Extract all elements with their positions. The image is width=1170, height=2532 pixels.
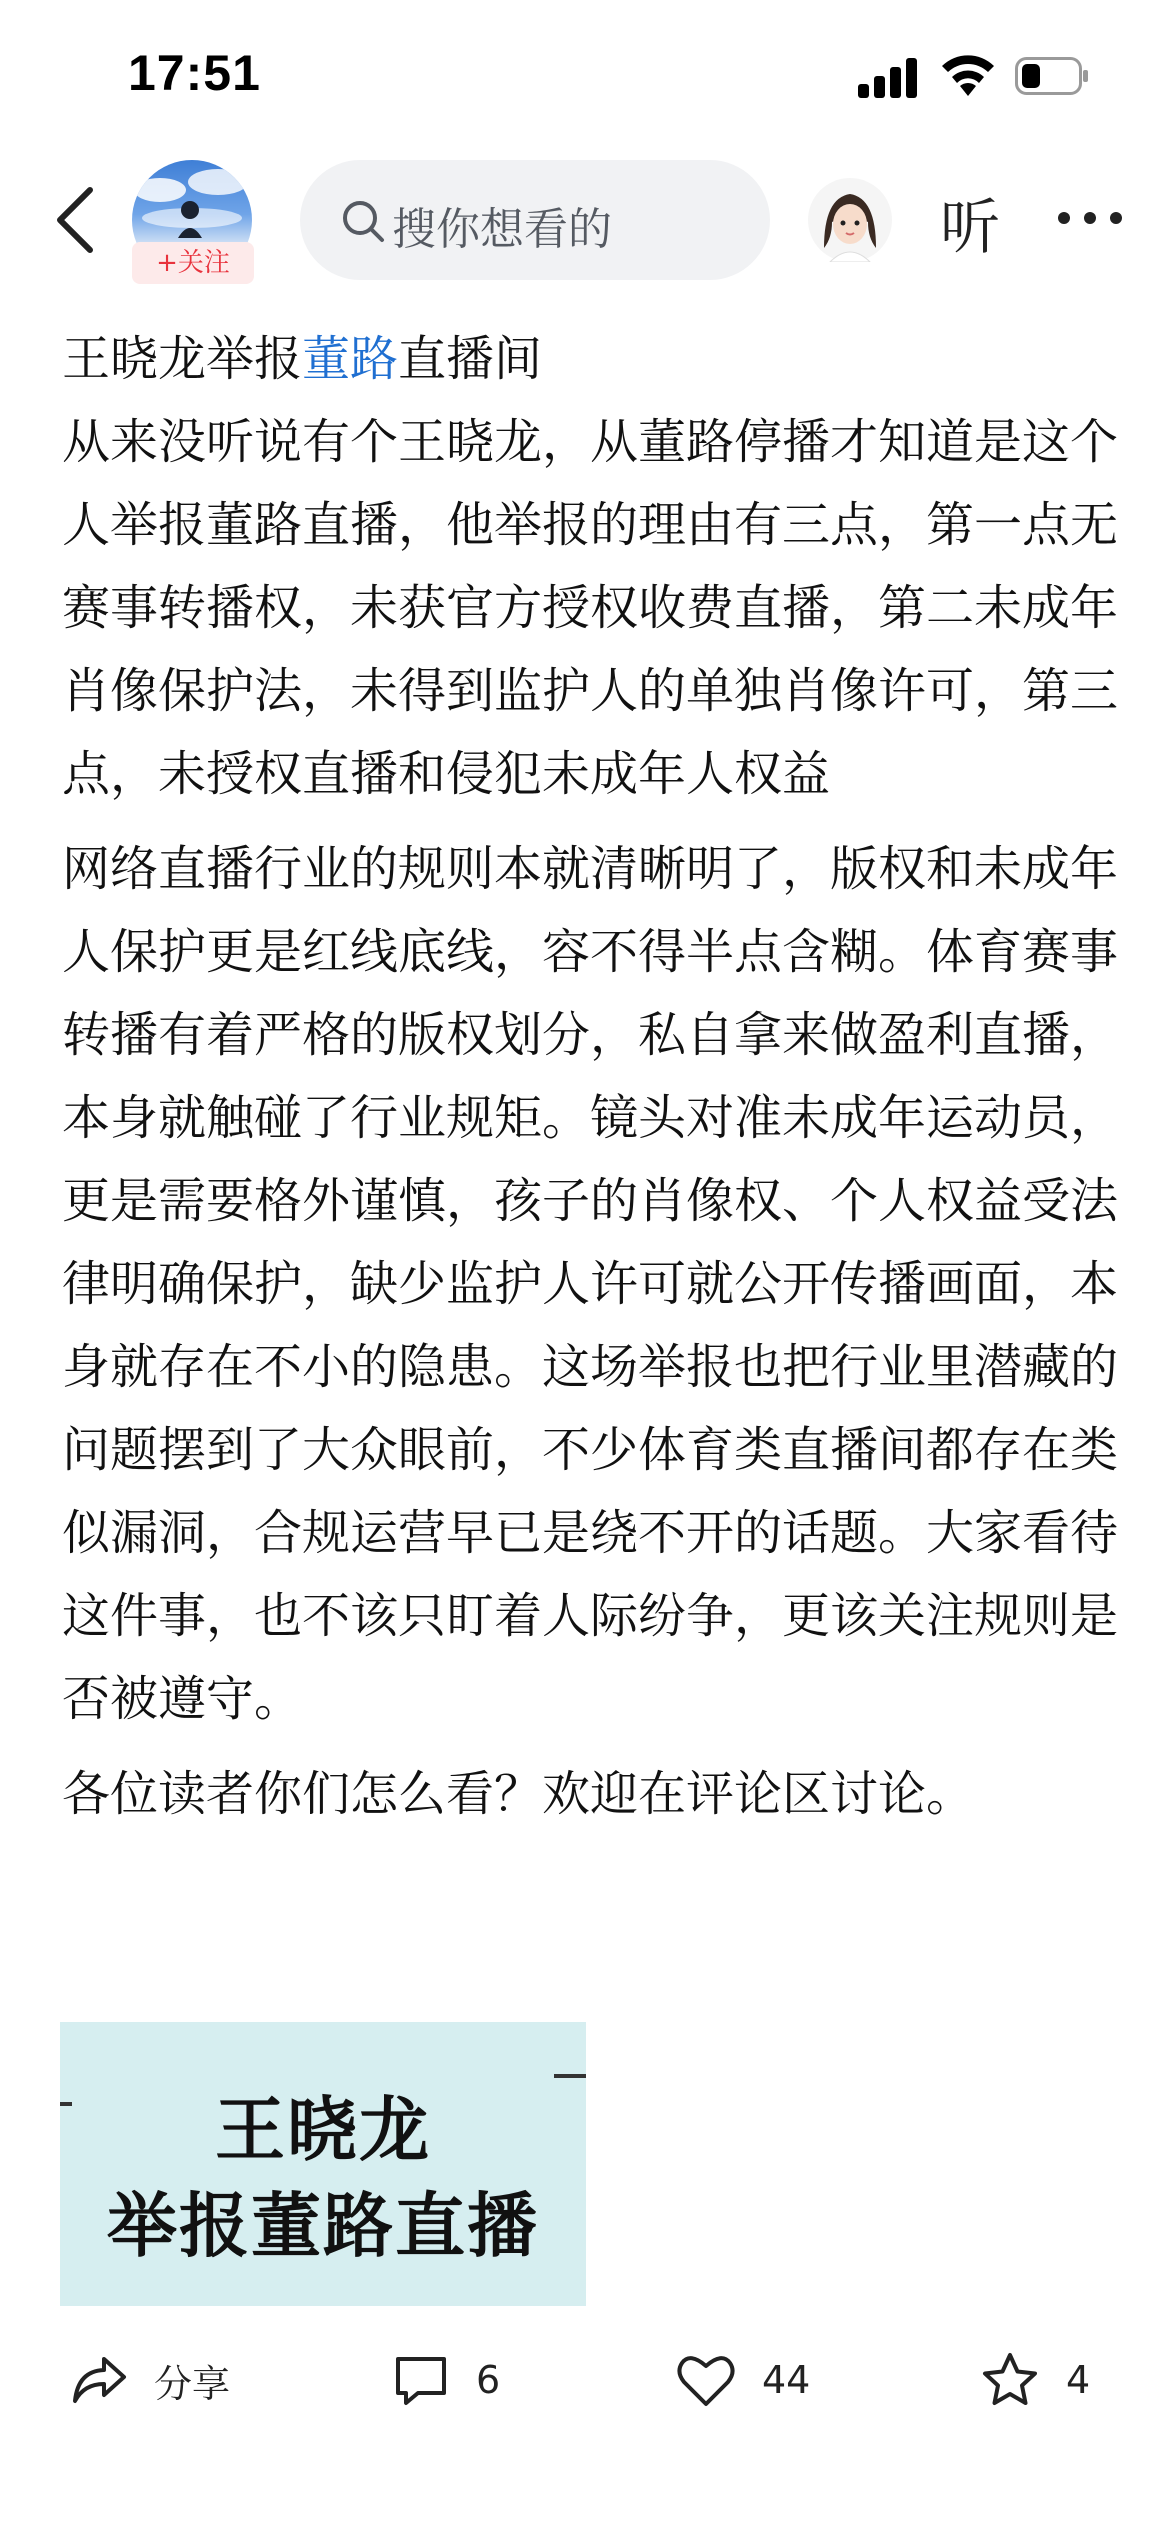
search-placeholder: 搜你想看的	[392, 204, 612, 255]
star-icon	[980, 2351, 1040, 2409]
post-image[interactable]	[60, 2022, 586, 2306]
like-button[interactable]	[676, 2348, 810, 2412]
share-label: 分享	[154, 2361, 231, 2406]
image-text-line2: 举报董路直播	[107, 2185, 539, 2267]
share-button[interactable]	[70, 2348, 230, 2412]
cellular-signal-icon	[858, 58, 918, 98]
heart-icon	[676, 2352, 736, 2408]
share-icon	[70, 2351, 128, 2409]
wifi-icon	[940, 52, 996, 96]
like-count: 44	[762, 2358, 811, 2402]
status-bar	[0, 0, 1170, 150]
follow-button[interactable]: +关注	[132, 242, 254, 284]
comment-button[interactable]	[392, 2348, 500, 2412]
post-action-bar	[0, 2330, 1170, 2430]
post-title	[62, 318, 1122, 401]
top-nav-bar	[0, 150, 1170, 300]
favorite-count: 4	[1066, 2358, 1091, 2402]
title-suffix: 直播间	[398, 331, 543, 387]
back-icon[interactable]	[46, 180, 106, 260]
favorite-button[interactable]	[980, 2348, 1090, 2412]
search-input[interactable]	[300, 160, 770, 280]
search-icon	[340, 198, 386, 244]
battery-icon	[1015, 57, 1089, 95]
status-time: 17:51	[128, 45, 261, 101]
author-avatar-group[interactable]	[130, 160, 256, 286]
paragraph-1: 从来没听说有个王晓龙，从董路停播才知道是这个人举报董路直播，他举报的理由有三点，第一点无赛事转播权，未获官方授权收费直播，第二未成年肖像保护法，未得到监护人的单独肖像许可，第三点，未授权直播和侵犯未成年人权益	[62, 414, 1119, 802]
paragraph-2: 网络直播行业的规则本就清晰明了，版权和未成年人保护更是红线底线，容不得半点含糊。体育赛事转播有着严格的版权划分，私自拿来做盈利直播，本身就触碰了行业规矩。镜头对准未成年运动员，更是需要格外谨慎，孩子的肖像权、个人权益受法律明确保护，缺少监护人许可就公开传播画面，本身就存在不小的隐患。这场举报也把行业里潜藏的问题摆到了大众眼前，不少体育类直播间都存在类似漏洞，合规运营早已是绕不开的话题。大家看待这件事，也不该只盯着人际纷争，更该关注规则是否被遵守。	[62, 841, 1119, 1727]
post-content	[62, 318, 1122, 1836]
comment-icon	[392, 2351, 450, 2409]
more-options-icon[interactable]	[1058, 212, 1122, 228]
paragraph-3: 各位读者你们怎么看？欢迎在评论区讨论。	[62, 1766, 975, 1822]
comment-count: 6	[476, 2358, 501, 2402]
assistant-avatar-icon[interactable]	[808, 178, 892, 262]
topic-link-donglu[interactable]: 董路	[302, 331, 399, 387]
image-text-line1: 王晓龙	[215, 2089, 431, 2171]
title-prefix: 王晓龙举报	[62, 331, 303, 387]
listen-button[interactable]: 听	[940, 193, 1000, 263]
